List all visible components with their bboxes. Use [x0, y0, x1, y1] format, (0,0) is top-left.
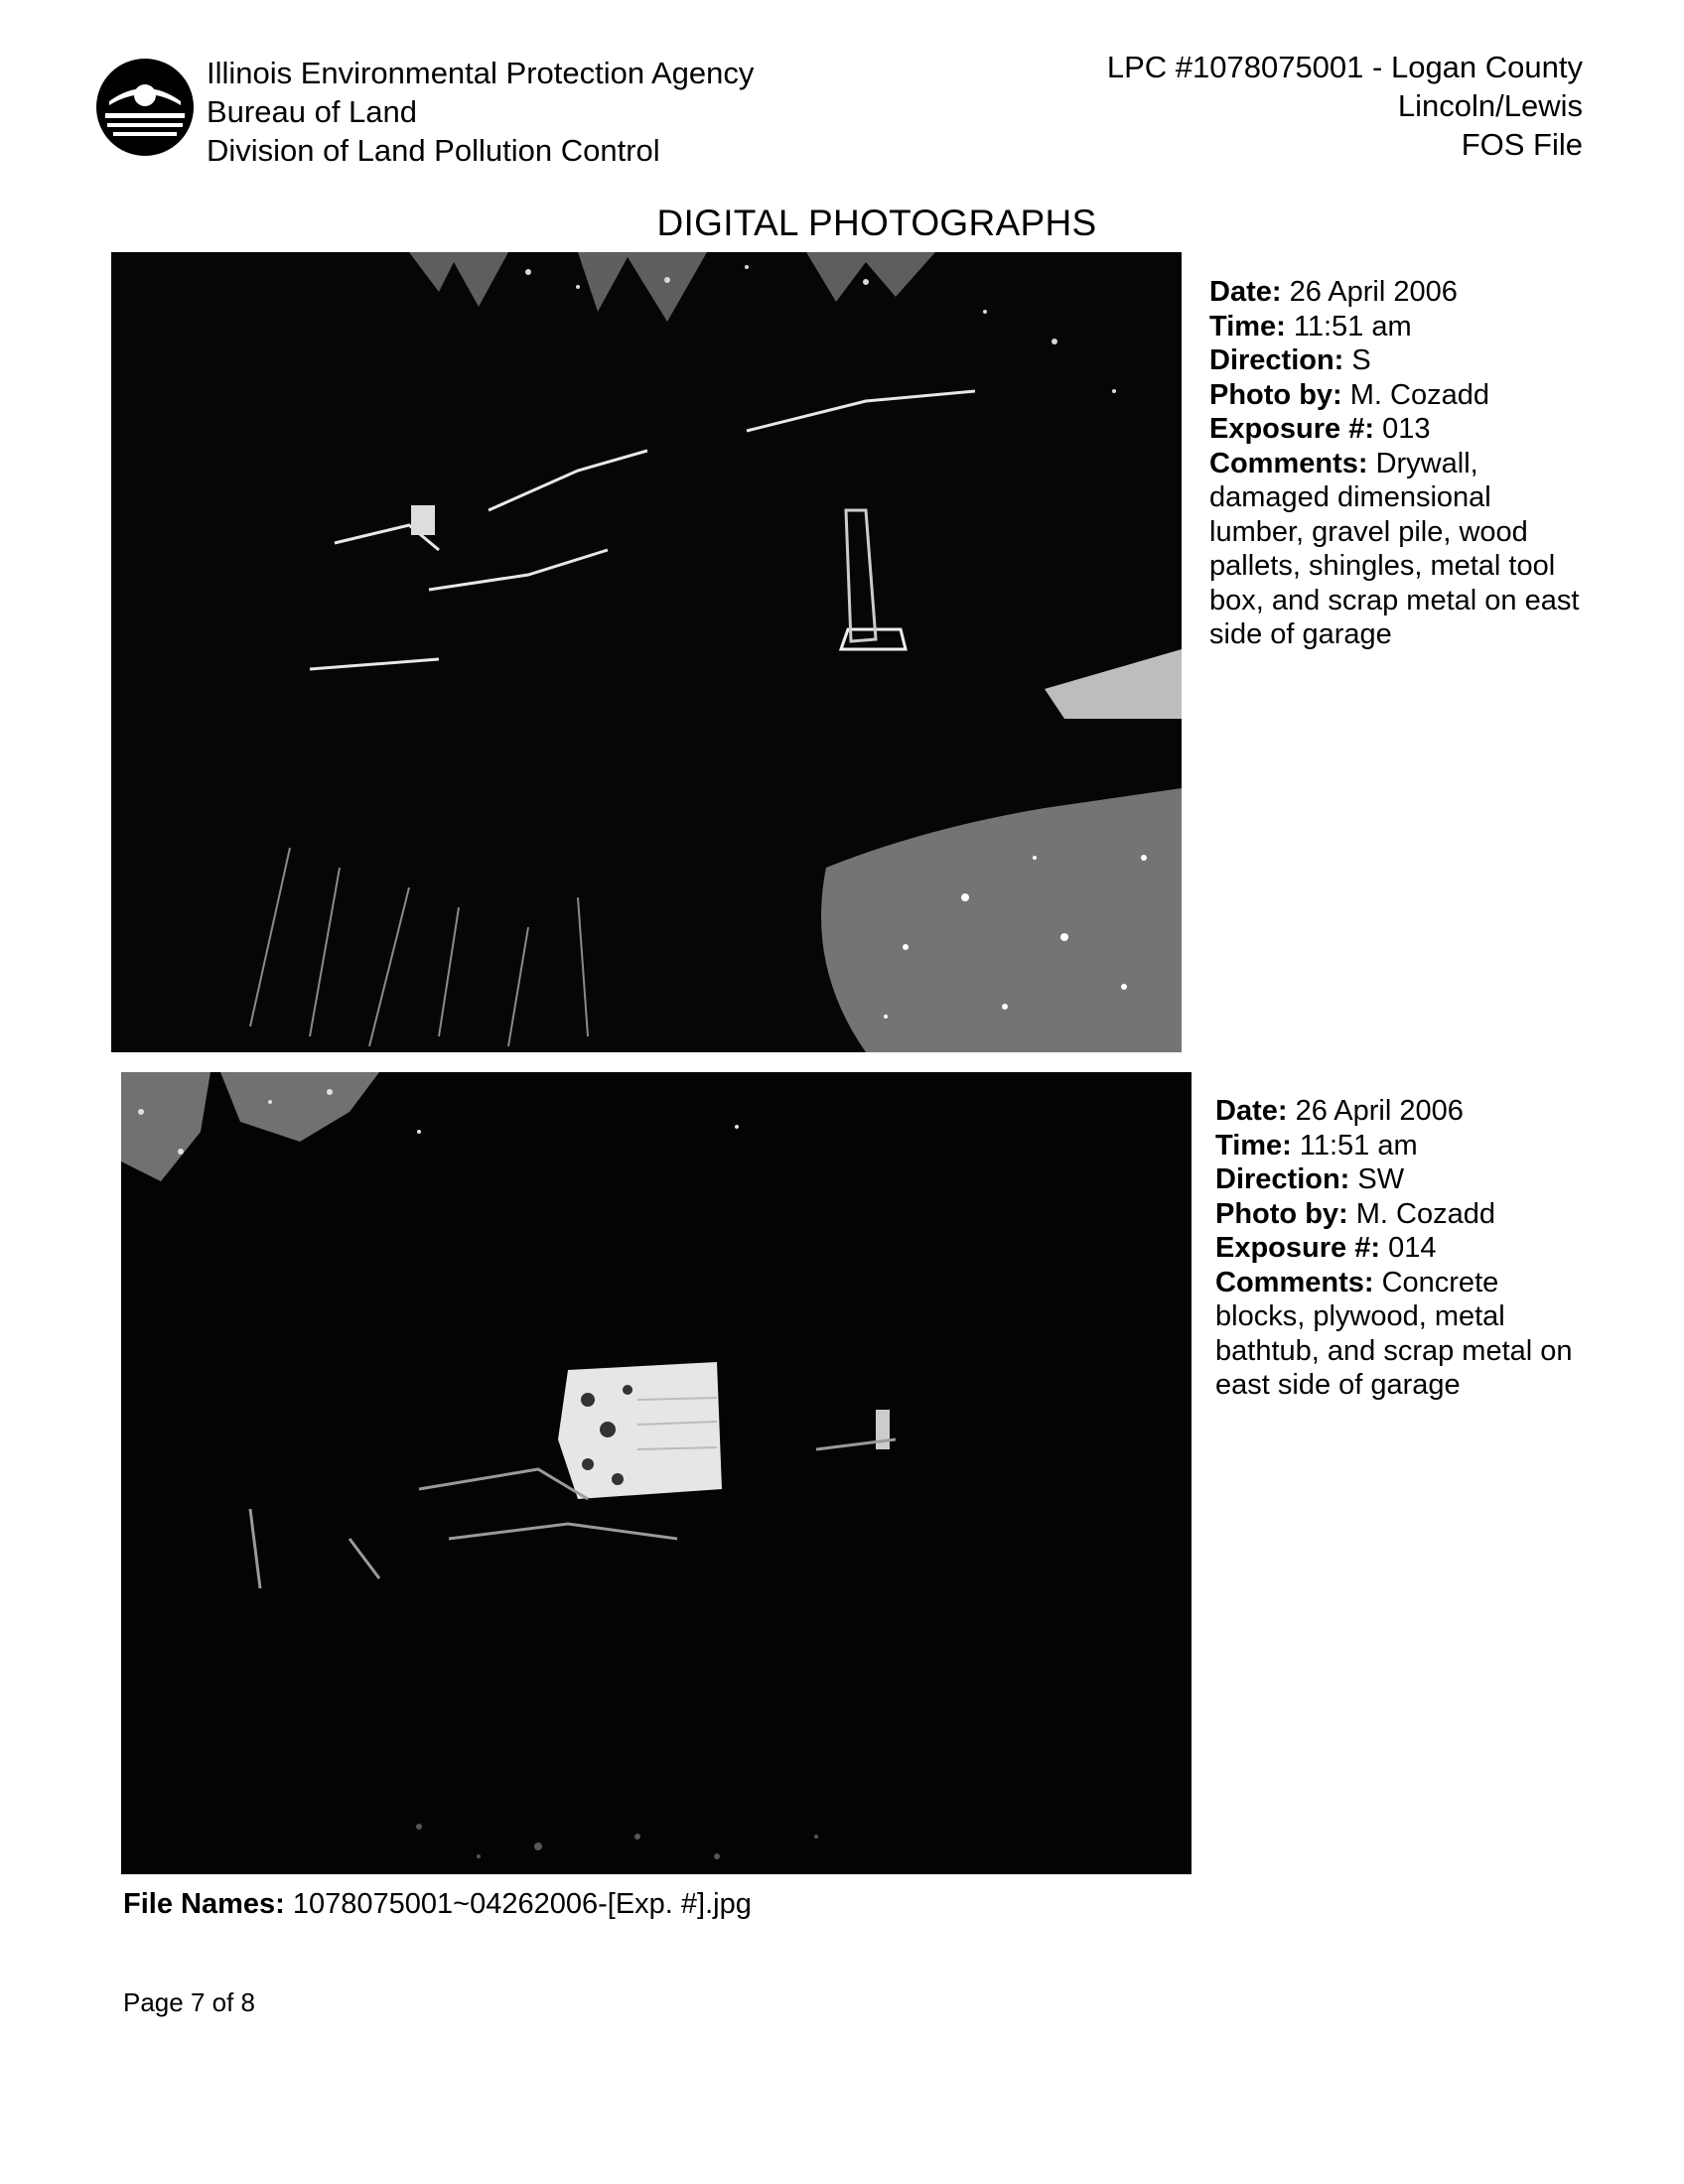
photo-exposure-014 [121, 1072, 1192, 1874]
exposure-value: 014 [1388, 1232, 1437, 1264]
page-number: Page 7 of 8 [123, 1987, 255, 2017]
photo-image-debris-garage [111, 252, 1182, 1052]
photo-caption-014 [1215, 1094, 1593, 1403]
comments-line [1215, 1266, 1593, 1403]
time-label: Time: [1209, 310, 1286, 342]
division-name: Division of Land Pollution Control [207, 133, 660, 168]
exposure-value: 013 [1382, 413, 1431, 445]
date-value: 26 April 2006 [1295, 1095, 1464, 1127]
exposure-label: Exposure #: [1209, 413, 1374, 445]
photographer-line [1215, 1197, 1593, 1232]
file-info-block [1107, 48, 1583, 164]
time-value: 11:51 am [1293, 310, 1412, 342]
exposure-line [1209, 412, 1587, 447]
date-line [1215, 1094, 1593, 1129]
direction-value: S [1351, 344, 1371, 376]
comments-label: Comments: [1215, 1266, 1374, 1298]
photo-exposure-013 [111, 252, 1182, 1052]
photo-by-value: M. Cozadd [1349, 378, 1489, 411]
time-label: Time: [1215, 1129, 1292, 1161]
date-value: 26 April 2006 [1289, 276, 1458, 308]
file-type: FOS File [1461, 127, 1583, 162]
comments-line [1209, 447, 1587, 652]
lpc-number: LPC #1078075001 - Logan County [1106, 50, 1583, 84]
exposure-label: Exposure #: [1215, 1232, 1380, 1264]
site-name: Lincoln/Lewis [1397, 88, 1583, 123]
direction-value: SW [1357, 1163, 1405, 1195]
direction-label: Direction: [1209, 344, 1344, 376]
iepa-logo [95, 58, 195, 157]
time-line [1215, 1129, 1593, 1163]
photo-by-label: Photo by: [1215, 1197, 1348, 1230]
comments-value: Drywall, damaged dimensional lumber, gravel pile, wood pallets, shingles, metal tool box, and scrap metal on east side of garage [1209, 447, 1580, 650]
file-names-value: 1078075001~04262006-[Exp. #].jpg [292, 1888, 752, 1920]
comments-value: Concrete blocks, plywood, metal bathtub, and scrap metal on east side of garage [1215, 1266, 1573, 1401]
agency-name: Illinois Environmental Protection Agency [207, 56, 755, 90]
photo-caption-013 [1209, 275, 1587, 652]
photo-by-value: M. Cozadd [1355, 1197, 1495, 1230]
agency-block [207, 54, 754, 170]
direction-line [1215, 1162, 1593, 1197]
exposure-line [1215, 1231, 1593, 1266]
date-label: Date: [1209, 276, 1282, 308]
comments-label: Comments: [1209, 447, 1368, 479]
date-line [1209, 275, 1587, 310]
photo-by-label: Photo by: [1209, 378, 1342, 411]
direction-line [1209, 343, 1587, 378]
date-label: Date: [1215, 1095, 1288, 1127]
page-title: DIGITAL PHOTOGRAPHS [656, 203, 1097, 243]
time-line [1209, 310, 1587, 344]
photographer-line [1209, 378, 1587, 413]
bureau-name: Bureau of Land [207, 94, 418, 129]
file-names-label: File Names: [123, 1888, 285, 1920]
file-names-line [123, 1888, 752, 1921]
direction-label: Direction: [1215, 1163, 1350, 1195]
photo-image-bathtub-debris [121, 1072, 1192, 1874]
time-value: 11:51 am [1299, 1129, 1418, 1161]
